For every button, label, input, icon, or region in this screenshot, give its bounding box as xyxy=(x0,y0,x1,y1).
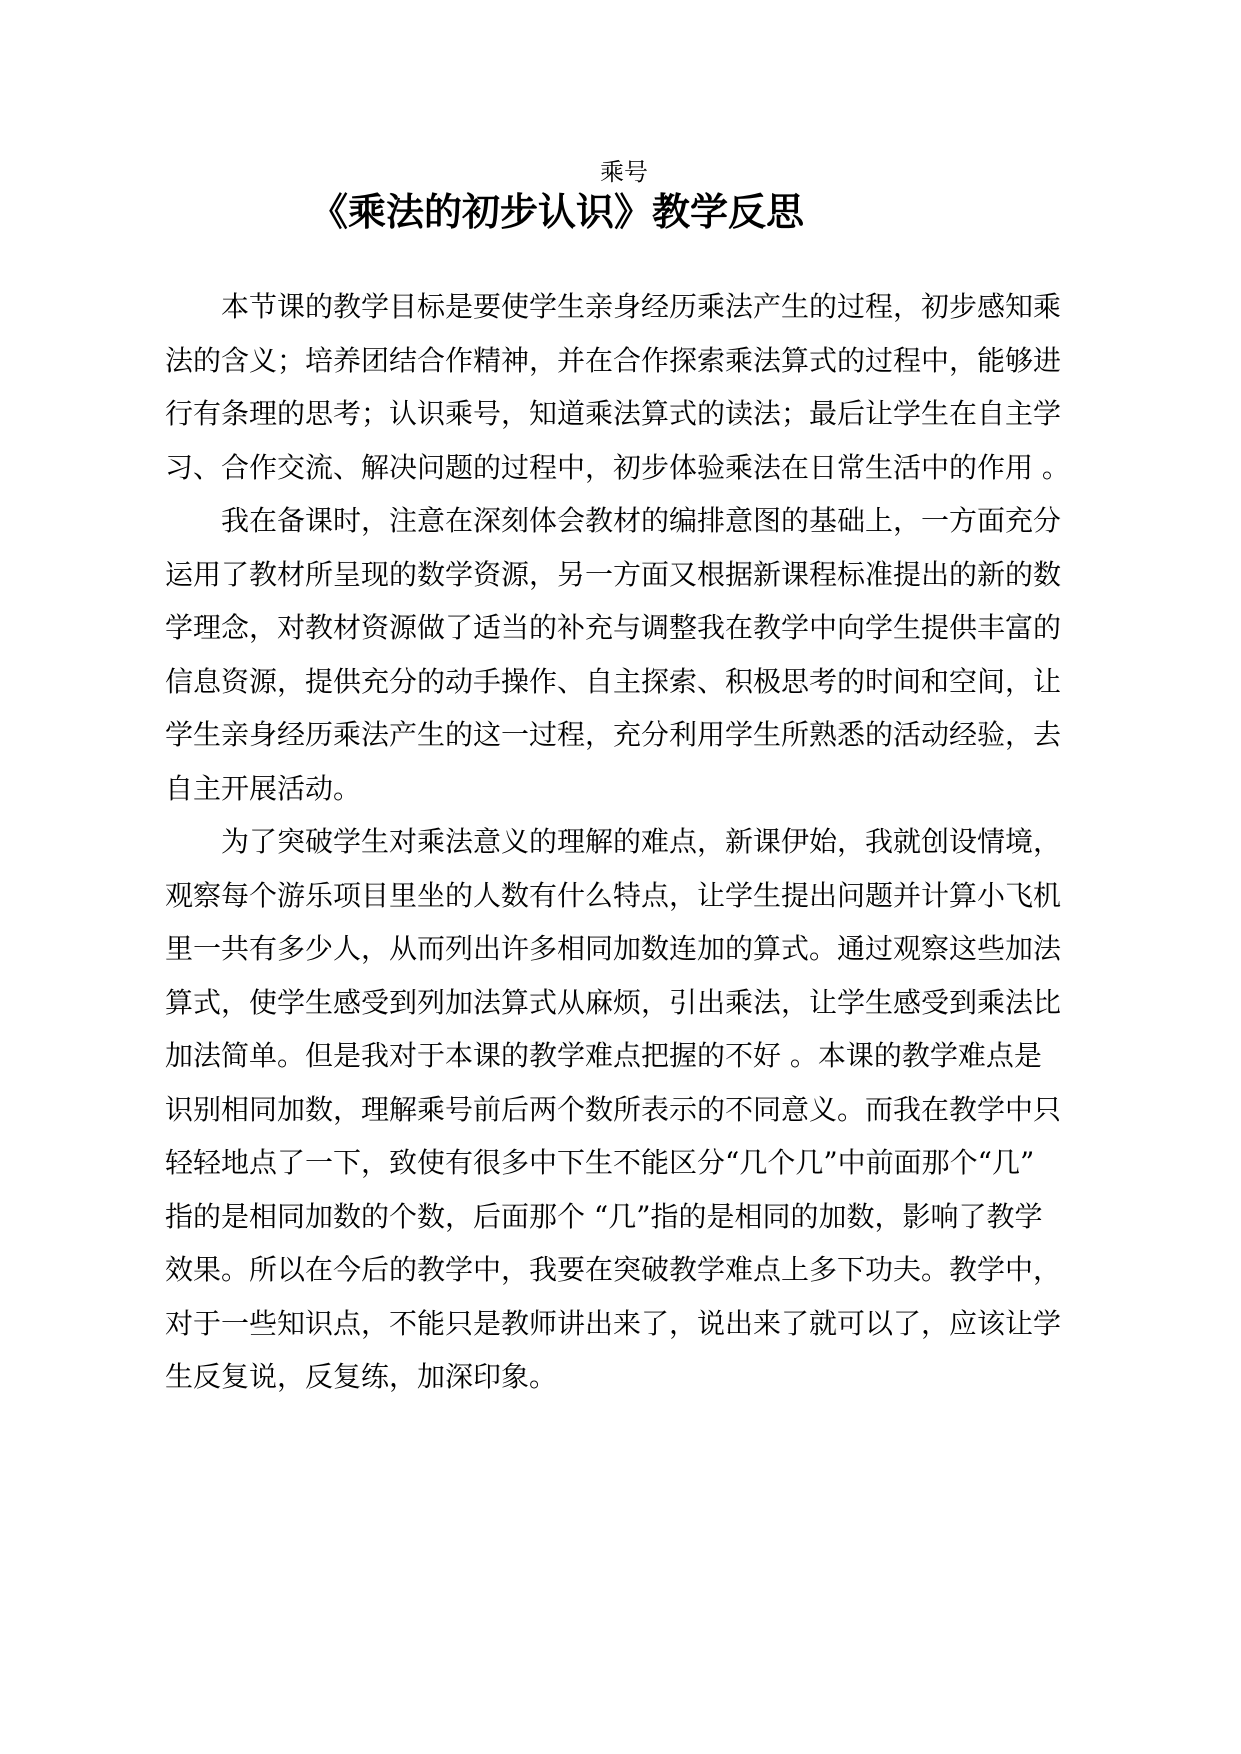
paragraph-line: 里一共有多少人，从而列出许多相同加数连加的算式。通过观察这些加法 xyxy=(165,932,1062,965)
paragraph-line: 运用了教材所呈现的数学资源，另一方面又根据新课程标准提出的新的数 xyxy=(165,557,1062,591)
paragraph-line: 识别相同加数，理解乘号前后两个数所表示的不同意义。而我在教学中只 xyxy=(165,1092,1062,1126)
document-subtitle: 乘号 xyxy=(600,158,648,186)
paragraph-line: 观察每个游乐项目里坐的人数有什么特点，让学生提出问题并计算小飞机 xyxy=(165,878,1062,912)
paragraph-2 xyxy=(165,494,1095,815)
paragraph-line: 学理念，对教材资源做了适当的补充与调整我在教学中向学生提供丰富的 xyxy=(165,611,1062,644)
paragraph-line: 习、合作交流、解决问题的过程中，初步体验乘法在日常生活中的作用 。 xyxy=(165,450,1070,484)
paragraph-line: 信息资源，提供充分的动手操作、自主探索、积极思考的时间和空间，让 xyxy=(165,664,1062,698)
paragraph-line: 生反复说，反复练，加深印象。 xyxy=(165,1360,558,1393)
paragraph-line: 指的是相同加数的个数，后面那个 “几”指的是相同的加数，影响了教学 xyxy=(165,1199,1043,1233)
paragraph-line: 学生亲身经历乘法产生的这一过程，充分利用学生所熟悉的活动经验，去 xyxy=(165,718,1062,751)
paragraph-line: 我在备课时，注意在深刻体会教材的编排意图的基础上，一方面充分 xyxy=(221,504,1062,537)
paragraph-3 xyxy=(165,815,1095,1404)
paragraph-line: 算式，使学生感受到列加法算式从麻烦，引出乘法，让学生感受到乘法比 xyxy=(165,985,1062,1019)
paragraph-line: 自主开展活动。 xyxy=(165,771,362,805)
document-title: 《乘法的初步认识》教学反思 xyxy=(310,189,805,234)
paragraph-line: 效果。所以在今后的教学中，我要在突破教学难点上多下功夫。教学中， xyxy=(165,1253,1062,1286)
paragraph-line: 对于一些知识点，不能只是教师讲出来了，说出来了就可以了，应该让学 xyxy=(165,1306,1062,1340)
document-body xyxy=(165,280,1095,1404)
paragraph-line: 法的含义；培养团结合作精神，并在合作探索乘法算式的过程中，能够进 xyxy=(165,343,1062,377)
paragraph-line: 行有条理的思考；认识乘号，知道乘法算式的读法；最后让学生在自主学 xyxy=(165,397,1062,430)
paragraph-line: 为了突破学生对乘法意义的理解的难点，新课伊始，我就创设情境， xyxy=(221,825,1062,858)
paragraph-1 xyxy=(165,280,1095,494)
paragraph-line: 加法简单。但是我对于本课的教学难点把握的不好 。本课的教学难点是 xyxy=(165,1039,1042,1072)
paragraph-line: 本节课的教学目标是要使学生亲身经历乘法产生的过程，初步感知乘 xyxy=(221,290,1062,323)
paragraph-line: 轻轻地点了一下，致使有很多中下生不能区分“几个几”中前面那个“几” xyxy=(165,1146,1035,1179)
